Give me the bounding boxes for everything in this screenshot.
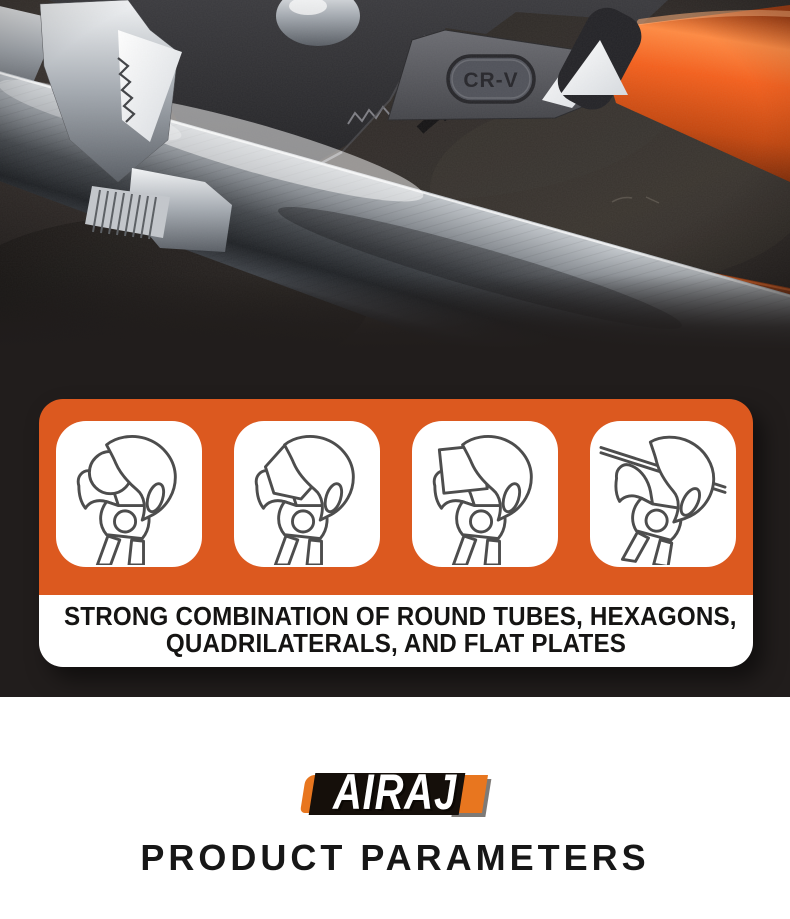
feature-caption-banner — [39, 595, 753, 667]
feature-tile-flat-plate — [590, 421, 736, 567]
hero-photo-pliers-gripping-tube — [0, 0, 790, 350]
feature-caption-line1: STRONG COMBINATION OF ROUND TUBES, HEXAGONS, — [63, 601, 737, 631]
feature-tile-hexagon — [234, 421, 380, 567]
feature-combo-card — [39, 399, 753, 667]
pliers-gripping-quadrilateral-icon — [419, 433, 551, 565]
brand-logo-text: AIRAJ — [332, 764, 458, 820]
pliers-gripping-round-tube-icon — [63, 433, 195, 565]
feature-caption-line2: QUADRILATERALS, AND FLAT PLATES — [165, 628, 627, 658]
section-title-product-parameters: PRODUCT PARAMETERS — [140, 837, 650, 878]
footer-section — [0, 697, 790, 919]
feature-tiles-panel — [39, 399, 753, 595]
pliers-gripping-flat-plate-icon — [597, 433, 729, 565]
feature-tile-round-tube — [56, 421, 202, 567]
pliers-gripping-hexagon-icon — [241, 433, 373, 565]
brand-logo — [303, 764, 487, 820]
feature-tile-quadrilateral — [412, 421, 558, 567]
